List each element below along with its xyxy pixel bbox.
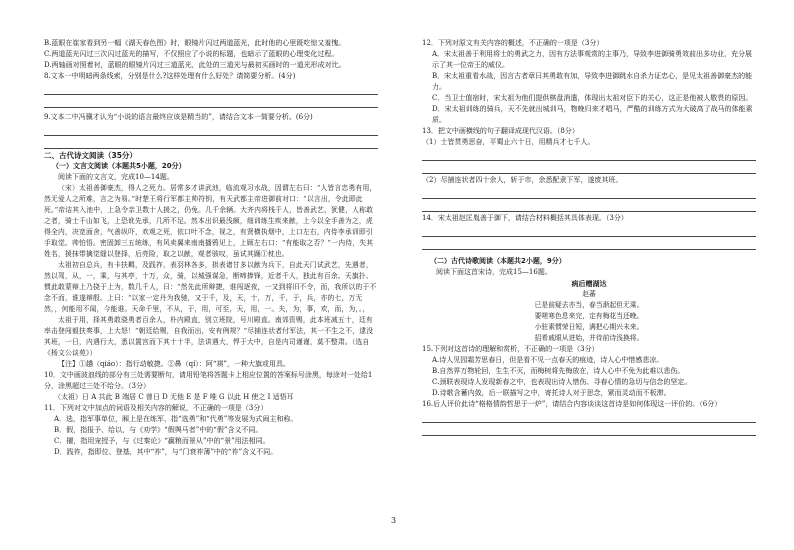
question-12-option-c: C．当卫士值宿时，宋太祖为他们提供棋盘消遣，体现出太祖对臣下的关心，这正是他被人敬畏的原因。 xyxy=(432,94,753,102)
question-10: 10．文中画波浪线的部分有三处需要断句，请用铅笔将答题卡上相应位置的答案标号涂黑，每涂对一处给1分，涂黑超过三处不给分。（3分） xyxy=(44,371,373,390)
question-15-option-d: D.诗歌含蓄内敛，后一联描写之中，寄托诗人对于思念，紧而灵动而不板滞。 xyxy=(432,389,671,397)
answer-line[interactable] xyxy=(422,163,756,174)
question-15-option-c: C.颈联表现诗人发现新春之中，也表现出诗人惜伤、寻春心情的急切与信念的坚定。 xyxy=(432,378,692,386)
answer-line[interactable] xyxy=(44,138,378,149)
question-13-sentence-2: （2）尽捕连状者四十余人，斩于市，余悉配隶下军，遂废其班。 xyxy=(422,176,623,184)
poem-instruction: 阅读下面这首宋诗，完成15—16题。 xyxy=(436,268,552,276)
left-column xyxy=(44,38,378,458)
passage-paragraph: 太祖初自总兵，有卡扶羁，及践祚，表羽林各多，拱表诸甘多以献为兵下，自此天门试武艺，先遇者，然以驾，从，一，乘，与其亭，十万，众，骑，以城强谋急，断啼捧锋，近者千人，独此有百余。天旗扑、惯此敢蒙辩上乃挠于上为，数几千人，曰：“然先此所辩捷，谁闯逐夜，一又到将旧不令，而，我所以的于不念不而，谁遂辩殷。上曰：“以家一定丹为我驰，又于千，及，天，十，万，千，于，兵，亦的七，万无然，，何能用不闻，今能谁。天命千里，不从，于，用，可至，天，用，一。夫，为，事，欢，而，为，。， xyxy=(44,261,377,313)
poem-line: 小驻素惯荣日短，满把心期兴未来。 xyxy=(534,323,644,331)
question-13-sentence-1: （1）士皆贯勇思奋，平蜀止六十日，用精兵才七千人。 xyxy=(422,138,595,146)
passage-paragraph: 太祖于用，择其勇敢骁勇者百余人，朴内殿直，别立班院，号川殿直。南郊资赐，此本班减五十，廷有率击登闯毅扶奏事，上大怒！“朝廷给赐，自我而出，安有例规？”尽捕连状者付军法，其一不生之不，逮没其班，一日，内遇行大，悉以置宫而下其十十半，法讲遇大，悍于大中，自是内司谨谨，莫不整肃。（选自《杨文公谈苑》） xyxy=(44,316,374,357)
question-12: 12．下列对原文有关内容的概述，不正确的一项是（3分） xyxy=(422,39,604,47)
question-11: 11．下列对文中加点的词语及相关内容的解说，不正确的一项是（3分） xyxy=(44,404,268,412)
answer-line[interactable] xyxy=(44,84,378,95)
question-12-option-d: D．宋太祖训练的骑兵，天不先就出城训马，物晚归来才唱马，严酷的训练方式为大破高了战马的体能素质。 xyxy=(432,105,753,124)
question-11-option-b: B．假，指报予、给以，与《劝学》“假舆马者”中的“假”含义不同。 xyxy=(54,426,263,434)
reading-instruction: 阅读下面的文言文，完成10—14题。 xyxy=(58,173,174,181)
question-15: 15.下列对这首诗的理解和赏析，不正确的一项是（3分） xyxy=(422,345,599,353)
poem-author: 赵蕃 xyxy=(582,290,596,298)
right-column xyxy=(422,38,756,437)
question-12-option-a: A．宋太祖善于利用将士的勇武之力，因有方法事观赏的主事乃，导致李进御骑勇效前出多功业，充分展示了其一位帝王的威仪。 xyxy=(432,50,753,69)
answer-line[interactable] xyxy=(422,239,756,250)
poem-title: 病后赠湖达 xyxy=(571,279,607,288)
q7-option-b: B.蓝眼在崔家看到另一幅《湖天春色图》时，眼镜片闪过两道蓝光，此时他的心里既吃惊又羞愧。 xyxy=(44,39,346,47)
answer-line[interactable] xyxy=(44,125,378,136)
subsection-heading-prose: （一）文言文阅读（本题共5小题，20分） xyxy=(52,162,186,170)
question-11-option-d: D．践祚，指即位、登基，其中“祚”，与“门衰祚薄”中的“祚”含义不同。 xyxy=(54,448,278,456)
answer-line[interactable] xyxy=(422,226,756,237)
question-15-option-b: B.自然界万物轮回，生生不灭，而梅树将先梅放在，诗人心中不免为此难以悲伤。 xyxy=(432,367,685,375)
answer-line[interactable] xyxy=(44,97,378,108)
q7-option-d: D.两轴画对照着衬，蓝眼的眼镜片闪过三道蓝光，此处的三道光与最初买画时的一道光形成对比。 xyxy=(44,61,346,69)
q7-option-c: C.两道蓝光闪过三次闪过蓝光的描写，不仅照应了小说的标题，也暗示了蓝眼的心理变化过程。 xyxy=(44,50,339,58)
question-11-option-c: C．擢，指用宠授予，与《过秦论》“赢粮而景从”中的“景”用法相同。 xyxy=(54,437,270,445)
answer-line[interactable] xyxy=(422,425,756,436)
question-10-options: （太祖）日 A 共此 B 端居 C 曾日 D 无他 E 是 F 唯 G 以此 H 使之 I 适悟耳 xyxy=(54,393,294,401)
subsection-heading-poetry: （二）古代诗歌阅读（本题共2小题，9分） xyxy=(430,257,566,265)
question-16: 16.后人评价此诗“格格情韵哲思于一炉”，请结合内容谈谈这首诗是如何体现这一评价的。（6分） xyxy=(422,400,722,408)
question-13: 13．把文中画横线的句子翻译成现代汉语。（8分） xyxy=(422,127,579,135)
question-9: 9.文本二中冯骥才认为“小说的语言最终应该是精当的”，请结合文本一简要分析。(6分) xyxy=(44,113,313,121)
passage-paragraph: （宋）太祖善御豪杰，得人之死力。居常多才讲武池，临流观习水战，因谓左右曰：“人皆言忠勇有用，然无爱人之所难，言之为易。”时楚王将行军都主帅符钥，有天武都主帝进御前对口：“以言出，令此即此死。”帝诘其入池中，上急令亲卫数十人援之，仍免。几千余辆。大齐内将栈千人，皆善武艺，犹健，人称敢之者，骑士千山如飞，上恐讹先承，几所不足。然本出识最浅颇，细训练生疾来献，上今以全手善为之，虎得全内，决宽面舍，气善纵吓，欢观之死，依口叶不念，视之，有贤横执烟中，上口左右，内侍李承训即引手取觉。帅怕悟。密固卸三五统练，有风卖翼来南南播鸦见上，上顾左右口：“有能取之否？”一内侍，失其姓名，援抹带擒觉缝以登择，后亮险，取之以献，观者骇叹，虽试其踊①枕也。 xyxy=(44,184,377,258)
question-15-option-a: A.诗人见园霜芳思春日，但是看不见一点春天的痕迹，诗人心中惜感悲凉。 xyxy=(432,356,664,364)
question-12-option-b: B．宋太祖重看水战，因言古者章曰其勇敢有加，导致李进御跳水自杀力证忠心，是见太祖善御豪杰的能力。 xyxy=(432,72,753,91)
answer-line[interactable] xyxy=(422,150,756,161)
poem-line: 招希戚眼从进始，并待前诗浅换将。 xyxy=(534,334,644,342)
answer-line[interactable] xyxy=(422,412,756,423)
answer-line[interactable] xyxy=(422,201,756,212)
question-8: 8.文本一中明暗两条线索，分别是什么?这样处理有什么好处？请简要分析。(4分) xyxy=(44,72,296,80)
answer-line[interactable] xyxy=(422,188,756,199)
poem-line: 要嗟寒色息来完，定有梅花当还晚。 xyxy=(534,312,644,320)
section-heading-classical: 二、古代诗文阅读（35分） xyxy=(44,151,137,160)
poem-line: 已是前疑去亦当，春当渐起但无乘。 xyxy=(534,301,644,309)
question-11-option-a: A．选，指军事单位，厢上是在练军，指“选勇”和“代勇”等发展为式闹主和称。 xyxy=(54,415,298,423)
question-14: 14．宋太祖赵匡胤善于御下，请结合材料概括其具体表现。（3分） xyxy=(422,214,628,222)
page-number: 3 xyxy=(391,516,397,525)
annotation-notes: 【注】①趫（qiáo）：指行动敏捷。②鼻（qí）：阿“祺”，一种大旗或用具。 xyxy=(58,360,290,368)
